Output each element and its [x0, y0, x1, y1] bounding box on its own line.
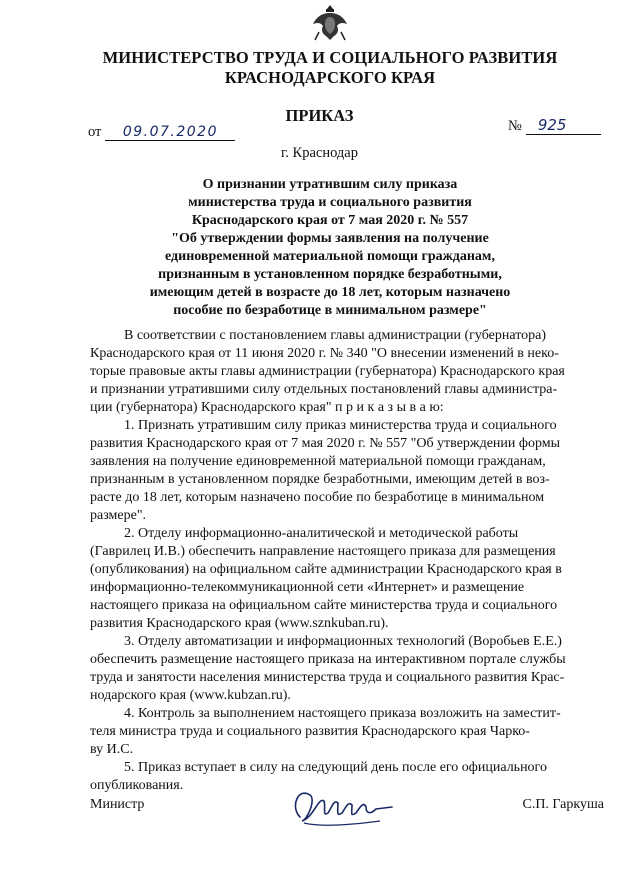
order-subject	[110, 176, 550, 320]
signer-name: С.П. Гаркуша	[522, 797, 604, 812]
subject-line: единовременной материальной помощи гражданам,	[165, 249, 495, 264]
item-4-paragraph: 4. Контроль за выполнением настоящего приказа возложить на заместит- теля министра труда и социального развития Краснодарского края Чарко- ву И.С.	[90, 706, 561, 757]
preamble-paragraph: В соответствии с постановлением главы администрации (губернатора) Краснодарского края от 11 июня 2020 г. № 340 "О внесении изменений в неко- торые правовые акты главы администрации (губернатора) Краснодарского края и признании утратившими силу отдельных постановлений главы администра- ции (губернатора) Краснодарского края" п р и к а з ы в а ю:	[90, 328, 565, 415]
number-value: 925	[526, 116, 601, 135]
ministry-line-1: МИНИСТЕРСТВО ТРУДА И СОЦИАЛЬНОГО РАЗВИТИЯ	[102, 48, 558, 67]
order-date	[88, 124, 235, 141]
item-3-paragraph: 3. Отделу автоматизации и информационных технологий (Воробьев Е.Е.) обеспечить размещение настоящего приказа на интерактивном портале службы труда и занятости населения министерства труда и социального развития Крас- нодарского края (www.kubzan.ru).	[90, 634, 566, 703]
order-title: ПРИКАЗ	[285, 106, 354, 125]
subject-line: признанным в установленном порядке безработными,	[158, 267, 502, 282]
coat-of-arms-icon	[309, 2, 351, 44]
signer-role: Министр	[90, 797, 145, 812]
ministry-line-2: КРАСНОДАРСКОГО КРАЯ	[224, 68, 436, 87]
number-prefix: №	[508, 118, 522, 134]
handwritten-signature-icon	[280, 777, 400, 837]
date-prefix: от	[88, 124, 102, 140]
date-value: 09.07.2020	[105, 124, 235, 141]
subject-line: имеющим детей в возрасте до 18 лет, которым назначено	[149, 285, 511, 300]
subject-line: пособие по безработице в минимальном размере"	[173, 303, 487, 318]
subject-line: Краснодарского края от 7 мая 2020 г. № 557	[191, 213, 469, 228]
city: г. Краснодар	[280, 145, 358, 161]
order-body	[90, 327, 604, 795]
subject-line: министерства труда и социального развития	[188, 195, 472, 210]
item-1-paragraph: 1. Признать утратившим силу приказ министерства труда и социального развития Краснодарского края от 7 мая 2020 г. № 557 "Об утверждении формы заявления на получение единовременной материальной помощи гражданам, признанным в установленном порядке безработными, имеющим детей в воз- расте до 18 лет, которым назначено пособие по безработице в минимальном размере".	[90, 418, 561, 523]
order-number	[508, 116, 601, 135]
ministry-name	[60, 48, 600, 88]
subject-line: О признании утратившим силу приказа	[202, 177, 458, 192]
item-5-paragraph: 5. Приказ вступает в силу на следующий день после его официального опубликования.	[90, 760, 547, 793]
subject-line: "Об утверждении формы заявления на получение	[171, 231, 489, 246]
item-2-paragraph: 2. Отделу информационно-аналитической и методической работы (Гаврилец И.В.) обеспечить направление настоящего приказа для размещения (опубликования) на официальном сайте администрации Краснодарского края в информационно-телекоммуникационной сети «Интернет» и размещение настоящего приказа на официальном сайте министерства труда и социального развития Краснодарского края (www.sznkuban.ru).	[90, 526, 562, 631]
